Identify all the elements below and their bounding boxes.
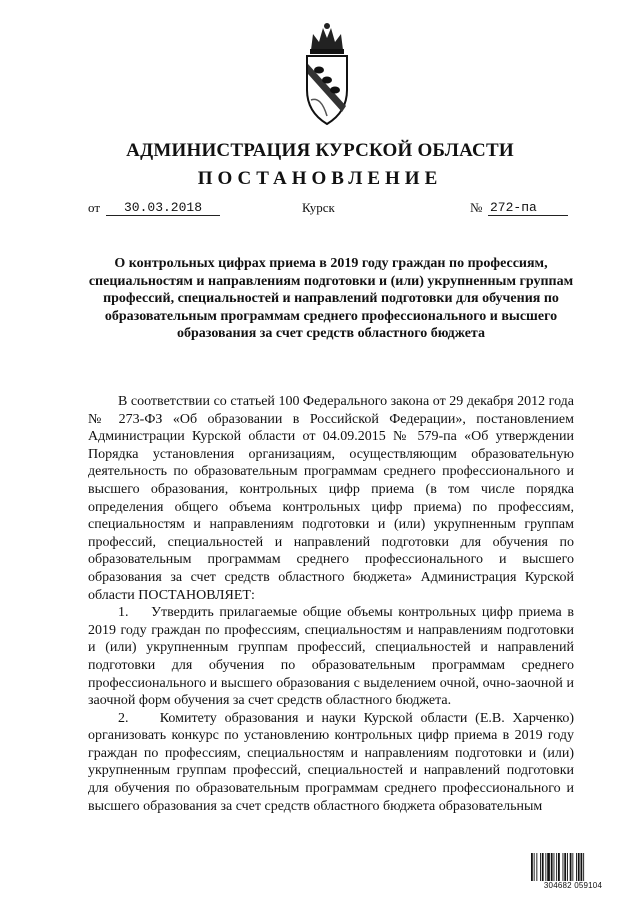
document-city: Курск bbox=[302, 200, 335, 215]
document-date: 30.03.2018 bbox=[106, 200, 220, 216]
organization-title: АДМИНИСТРАЦИЯ КУРСКОЙ ОБЛАСТИ bbox=[126, 140, 514, 161]
date-prefix: от bbox=[88, 200, 101, 215]
document-type: ПОСТАНОВЛЕНИЕ bbox=[197, 168, 443, 189]
body-paragraph: 2. Комитету образования и науки Курской области (Е.В. Харченко) организовать конкурс по установлению контрольных цифр приема в 2019 году граждан по профессиям, специальностям и направлениям подготовки и (или) укрупненным группам профессий, специальностей и направлений подготовки для обучения по образовательным программам среднего профессионального и высшего образования за счет средств областного бюджета образовательным bbox=[88, 710, 574, 814]
number-prefix: № bbox=[470, 200, 483, 215]
coat-of-arms-icon bbox=[301, 20, 353, 130]
barcode bbox=[530, 853, 616, 893]
barcode-number: 304682 059104 bbox=[543, 881, 603, 890]
body-paragraph: В соответствии со статьей 100 Федерального закона от 29 декабря 2012 года № 273-ФЗ «Об образовании в Российской Федерации», постановлением Администрации Курской области от 04.09.2015 № 579-па «Об утверждении Порядка установления организациям, осуществляющим образовательную деятельность по образовательным программам среднего профессионального и высшего образования, контрольных цифр приема (в том числе порядка определения общего объема контрольных цифр приема) по профессиям, специальностям и направлениям подготовки и (или) укрупненным группам профессий, специальностей и направлений подготовки для обучения по образовательным программам среднего профессионального и высшего образования за счет средств областного бюджета» Администрация Курской области ПОСТАНОВЛЯЕТ: bbox=[88, 394, 574, 603]
barcode-icon bbox=[530, 853, 616, 883]
document-number: 272-па bbox=[488, 200, 568, 216]
document-subject: О контрольных цифрах приема в 2019 году граждан по профессиям, специальностям и направлениям подготовки и (или) укрупненным группам профессий, специальностей и направлений подготовки для обучения по образовательным программам среднего профессионального и высшего образования за счет средств областного бюджета bbox=[88, 256, 574, 342]
document-body bbox=[88, 393, 574, 815]
body-paragraph: 1. Утвердить прилагаемые общие объемы контрольных цифр приема в 2019 году граждан по профессиям, специальностям и направлениям подготовки и (или) укрупненным группам профессий, специальностей и направлений подготовки для обучения по образовательным программам среднего профессионального и высшего образования с выделением очной, очно-заочной и заочной форм обучения за счет средств областного бюджета. bbox=[88, 605, 574, 709]
